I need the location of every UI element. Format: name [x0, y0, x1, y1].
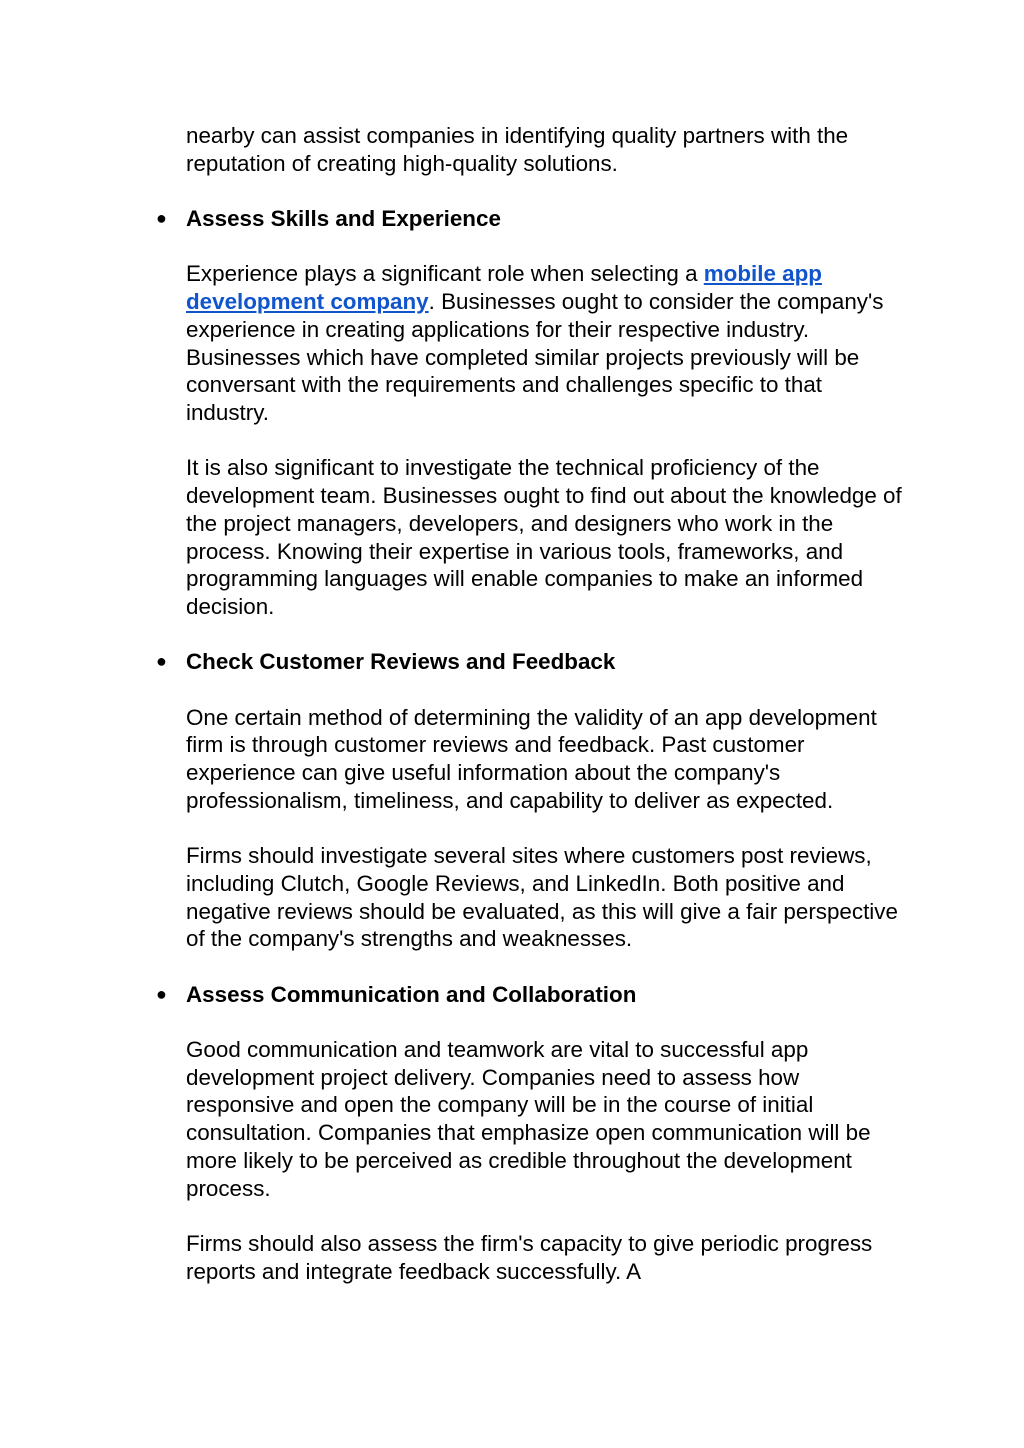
- communication-paragraph-2: Firms should also assess the firm's capacity to give periodic progress reports and integrate feedback successfully. A: [186, 1230, 873, 1284]
- heading-customer-reviews: [156, 648, 902, 676]
- reviews-paragraph-1: One certain method of determining the validity of an app development firm is through customer reviews and feedback. Past customer experience can give useful information about the company's professionalism, timeliness, and capability to deliver as expected.: [186, 704, 877, 813]
- reviews-paragraph-2: Firms should investigate several sites where customers post reviews, including Clutch, Google Reviews, and LinkedIn. Both positive and negative reviews should be evaluated, as this will give a fair perspective of the company's strengths and weaknesses.: [186, 843, 898, 952]
- bullet-icon: ●: [156, 983, 167, 1004]
- text-before-link: Experience plays a significant role when selecting a: [186, 261, 704, 287]
- bullet-icon: ●: [156, 208, 167, 229]
- bullet-icon: ●: [156, 651, 167, 672]
- intro-paragraph: nearby can assist companies in identifying quality partners with the reputation of creating high-quality solutions.: [186, 123, 849, 176]
- heading-text: Assess Communication and Collaboration: [186, 981, 637, 1007]
- text-after-link: . Businesses ought to consider the company's experience in creating applications for their respective industry. Businesses which have completed similar projects previously will be conversant with the requirements and challenges specific to that industry.: [186, 289, 884, 425]
- skills-paragraph-2: It is also significant to investigate the technical proficiency of the development team. Businesses ought to find out about the knowledge of the project managers, developers, and designers who work in the process. Knowing their expertise in various tools, frameworks, and programming languages will enable companies to make an informed decision.: [186, 455, 902, 619]
- heading-communication-collaboration: [156, 981, 902, 1009]
- heading-skills-experience: [156, 205, 902, 233]
- heading-text: Check Customer Reviews and Feedback: [186, 649, 616, 675]
- mobile-app-development-company-link[interactable]: mobile app development company: [186, 261, 822, 315]
- document-body: [156, 122, 902, 1313]
- skills-paragraph-1: [186, 260, 902, 426]
- communication-paragraph-1: Good communication and teamwork are vital to successful app development project delivery. Companies need to assess how responsive and open the company will be in the course of initial consultation. Companies that emphasize open communication will be more likely to be perceived as credible throughout the development process.: [186, 1037, 871, 1201]
- heading-text: Assess Skills and Experience: [186, 206, 501, 232]
